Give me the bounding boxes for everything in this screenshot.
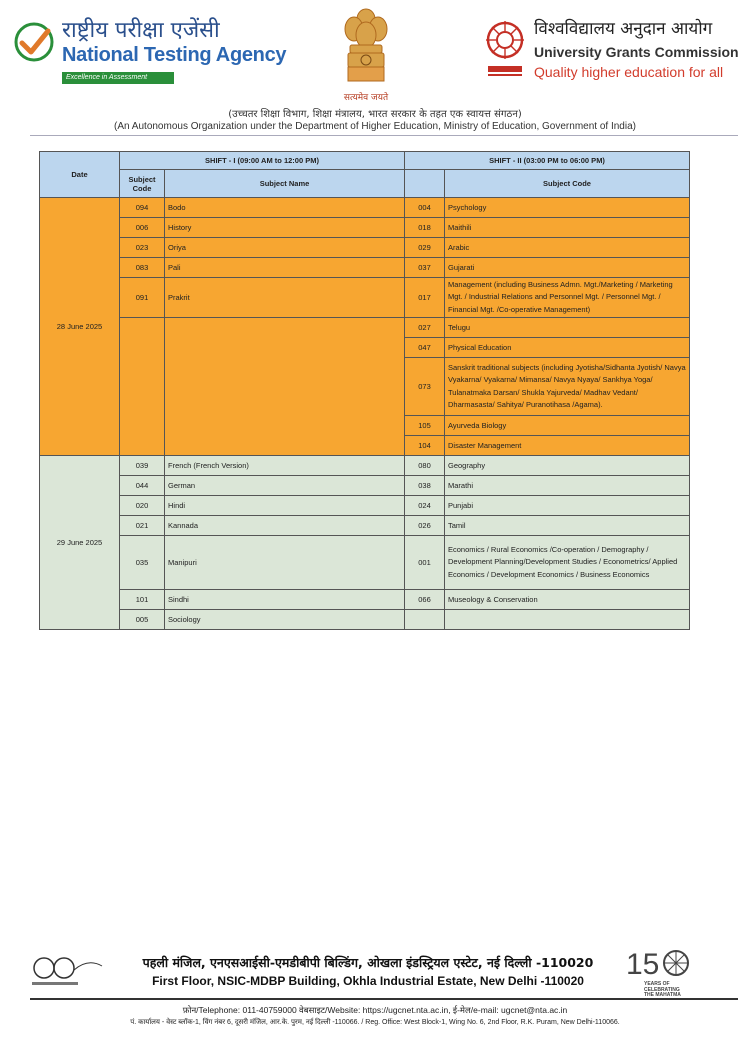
- shift-2-code: 037: [405, 258, 445, 278]
- table-row: [40, 456, 690, 476]
- footer-contact: फ़ोन/Telephone: 011-40759000 वेबसाइट/Website: https://ugcnet.nta.ac.in, ई-मेल/e-mail: ugcnet@nta.ac.in: [182, 1005, 568, 1015]
- shift-1-code: 039: [120, 456, 165, 476]
- shift-2-code: 104: [405, 436, 445, 456]
- shift-2-subject: [445, 610, 690, 630]
- 150-logo-line-3: THE MAHATMA: [644, 992, 681, 998]
- table-row: [40, 536, 690, 590]
- footer-registered-office: पं. कार्यालय - वेस्ट ब्लॉक-1, विंग नंबर 6, दूसरी मंजिल, आर.के. पुरम, नई दिल्ली -110066. / Reg. Office: West Block-1, Wing No. 6, 2nd Floor, R.K. Puram, New Delhi-110066.: [130, 1019, 620, 1026]
- shift-1-subject: Bodo: [165, 198, 405, 218]
- shift-2-subject: Physical Education: [445, 338, 690, 358]
- shift-2-code: 105: [405, 416, 445, 436]
- shift-2-subject: Economics / Rural Economics /Co-operation / Demography / Development Planning/Development Studies / Econometrics/ Applied Economics / Development Economics / Business Economics: [445, 536, 690, 590]
- shift-1-code: 005: [120, 610, 165, 630]
- shift-2-code: 004: [405, 198, 445, 218]
- table-row: [40, 318, 690, 338]
- shift-2-code: 026: [405, 516, 445, 536]
- shift-2-code: 038: [405, 476, 445, 496]
- table-row: [40, 198, 690, 218]
- shift-2-code-blank-header: [405, 170, 445, 198]
- table-row: [40, 516, 690, 536]
- shift-2-subject: Museology & Conservation: [445, 590, 690, 610]
- shift-1-code: 044: [120, 476, 165, 496]
- shift-2-subject: Punjabi: [445, 496, 690, 516]
- header-divider: [30, 135, 738, 136]
- shift-1-code: 021: [120, 516, 165, 536]
- shift-1-code: 091: [120, 278, 165, 318]
- shift-2-subject: Arabic: [445, 238, 690, 258]
- table-row: [40, 238, 690, 258]
- subtitle-hindi: (उच्चतर शिक्षा विभाग, शिक्षा मंत्रालय, भारत सरकार के तहत एक स्वायत्त संगठन): [228, 109, 522, 120]
- nta-name-english: National Testing Agency: [62, 44, 287, 66]
- date-header: Date: [40, 152, 120, 198]
- shift-1-code: 083: [120, 258, 165, 278]
- shift-1-subject: History: [165, 218, 405, 238]
- shift-2-subject: Gujarati: [445, 258, 690, 278]
- shift-2-subject: Disaster Management: [445, 436, 690, 456]
- subject-code-header: Subject Code: [120, 170, 165, 198]
- shift-2-subject: Geography: [445, 456, 690, 476]
- shift-1-code: 035: [120, 536, 165, 590]
- svg-text:15: 15: [626, 948, 660, 978]
- footer-address-english: First Floor, NSIC-MDBP Building, Okhla Industrial Estate, New Delhi -110020: [152, 974, 584, 988]
- ugc-name-hindi: विश्वविद्यालय अनुदान आयोग: [534, 19, 713, 39]
- shift-2-code: 047: [405, 338, 445, 358]
- shift-1-code: 094: [120, 198, 165, 218]
- shift-2-code: 001: [405, 536, 445, 590]
- shift-1-subject: Hindi: [165, 496, 405, 516]
- 150-years-logo: [624, 944, 694, 996]
- shift-1-subject: Pali: [165, 258, 405, 278]
- nta-tagline: Excellence in Assessment: [62, 72, 174, 84]
- shift-2-subject: Sanskrit traditional subjects (including Jyotisha/Sidhanta Jyotish/ Navya Vyakarna/ Vyakarna/ Mimansa/ Navya Nyaya/ Sankhya Yoga/ Tulanatmaka Darsan/ Shukla Yajurveda/ Madhav Vedant/ Dharmasasta/ Sahitya/ Puranotihasa /Agama).: [445, 358, 690, 416]
- shift-1-subject-empty: [165, 318, 405, 456]
- subject-name-header: Subject Name: [165, 170, 405, 198]
- table-row: [40, 610, 690, 630]
- table-row: [40, 590, 690, 610]
- 150-logo-line-2: CELEBRATING: [644, 986, 680, 993]
- table-row: [40, 218, 690, 238]
- date-cell: 29 June 2025: [40, 456, 120, 630]
- shift-2-code: 080: [405, 456, 445, 476]
- shift-1-subject: Prakrit: [165, 278, 405, 318]
- day-1-rows: [40, 198, 690, 456]
- shift-2-subject: Management (including Business Admn. Mgt./Marketing / Marketing Mgt. / Industrial Relations and Personnel Mgt. / Personnel Mgt. / Financial Mgt. /Co-operative Management): [445, 278, 690, 318]
- shift-2-subject: Tamil: [445, 516, 690, 536]
- shift-1-code: 101: [120, 590, 165, 610]
- shift-1-subject: French (French Version): [165, 456, 405, 476]
- footer-address-hindi: पहली मंजिल, एनएसआईसी-एमडीबीपी बिल्डिंग, ओखला इंडस्ट्रियल एस्टेट, नई दिल्ली -110020: [142, 955, 594, 970]
- shift-2-subject-code-header: Subject Code: [445, 170, 690, 198]
- day-2-rows: [40, 456, 690, 630]
- ugc-tagline: Quality higher education for all: [534, 64, 724, 80]
- shift-2-subject: Telugu: [445, 318, 690, 338]
- shift-2-code: 066: [405, 590, 445, 610]
- shift-1-subject: Kannada: [165, 516, 405, 536]
- shift-2-code: [405, 610, 445, 630]
- shift-1-subject: Manipuri: [165, 536, 405, 590]
- shift-2-subject: Maithili: [445, 218, 690, 238]
- subtitle-english: (An Autonomous Organization under the Department of Higher Education, Ministry of Education, Government of India): [114, 121, 636, 132]
- table-row: [40, 258, 690, 278]
- shift-2-code: 018: [405, 218, 445, 238]
- shift-2-code: 073: [405, 358, 445, 416]
- exam-schedule-table: [39, 151, 690, 630]
- shift-1-code: 020: [120, 496, 165, 516]
- table-row: [40, 476, 690, 496]
- shift-2-code: 027: [405, 318, 445, 338]
- shift-2-subject: Marathi: [445, 476, 690, 496]
- shift-1-subject: Sociology: [165, 610, 405, 630]
- date-cell: 28 June 2025: [40, 198, 120, 456]
- footer-divider: [30, 998, 738, 1000]
- table-row: [40, 278, 690, 318]
- footer-left-logo-icon: [30, 952, 104, 992]
- shift-2-header: SHIFT - II (03:00 PM to 06:00 PM): [405, 152, 690, 170]
- shift-2-subject: Psychology: [445, 198, 690, 218]
- shift-1-header: SHIFT - I (09:00 AM to 12:00 PM): [120, 152, 405, 170]
- national-emblem-icon: [338, 5, 394, 89]
- shift-2-code: 017: [405, 278, 445, 318]
- shift-1-subject: German: [165, 476, 405, 496]
- 150-logo-line-1: YEARS OF: [644, 981, 670, 987]
- nta-logo-check-icon: [14, 22, 54, 62]
- shift-2-subject: Ayurveda Biology: [445, 416, 690, 436]
- table-row: [40, 496, 690, 516]
- ugc-name-english: University Grants Commission: [534, 44, 739, 60]
- shift-2-code: 024: [405, 496, 445, 516]
- 150-years-icon: [624, 944, 694, 978]
- shift-2-code: 029: [405, 238, 445, 258]
- shift-1-code: 006: [120, 218, 165, 238]
- shift-1-subject: Sindhi: [165, 590, 405, 610]
- shift-1-code: 023: [120, 238, 165, 258]
- emblem-motto: सत्यमेव जयते: [343, 93, 389, 103]
- nta-name-hindi: राष्ट्रीय परीक्षा एजेंसी: [62, 18, 220, 43]
- ugc-logo-icon: [482, 18, 528, 82]
- shift-1-code-empty: [120, 318, 165, 456]
- shift-1-subject: Oriya: [165, 238, 405, 258]
